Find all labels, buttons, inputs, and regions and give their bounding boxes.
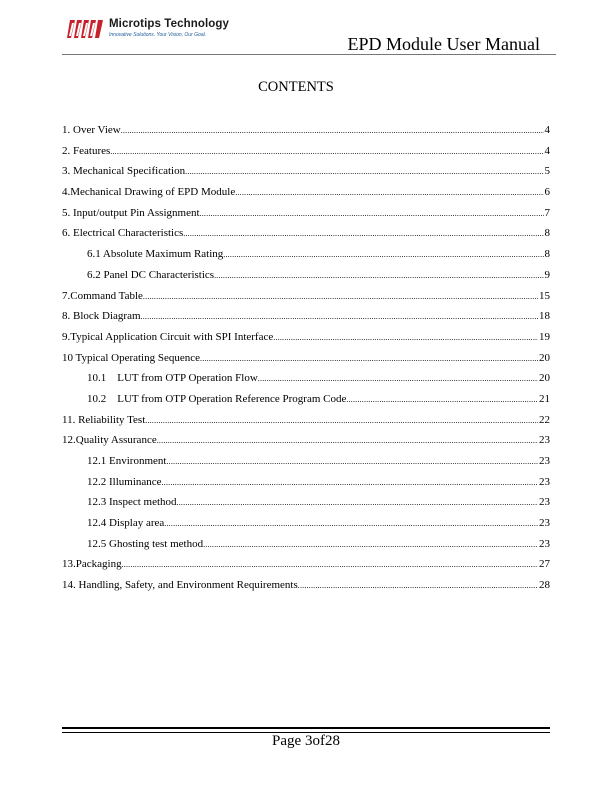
toc-leader-dots [162,473,538,494]
toc-entry-text: 12.2 Illuminance [87,475,162,488]
toc-leader-dots [157,431,538,452]
toc-subentry[interactable] [62,534,550,555]
toc-page-number: 4 [544,124,550,136]
toc-leader-dots [143,287,538,308]
toc-entry-text: 10.1 LUT from OTP Operation Flow [87,372,258,385]
toc-entry[interactable] [62,575,550,596]
toc-entry-text: 11. Reliability Test [62,413,146,426]
toc-entry-text: 12.5 Ghosting test method [87,537,204,550]
toc-page-number: 9 [544,268,550,281]
company-name: Microtips Technology [109,18,229,30]
toc-subentry[interactable] [62,472,550,493]
toc-page-number: 4 [544,144,550,157]
toc-leader-dots [200,204,544,225]
toc-entry-text: 12.Quality Assurance [62,434,157,447]
toc-leader-dots [273,328,538,349]
toc-page-number: 20 [539,351,550,364]
toc-page-number: 23 [539,517,550,530]
toc-entry-text: 14. Handling, Safety, and Environment Requirements [62,579,298,592]
toc-leader-dots [298,576,538,597]
toc-entry[interactable] [62,348,550,369]
toc-entry[interactable] [62,203,550,224]
toc-page-number: 6 [544,186,550,199]
toc-entry-text: 1. Over View [62,124,121,136]
toc-subentry[interactable] [62,492,550,513]
toc-entry-text: 9.Typical Application Circuit with SPI Interface [62,330,274,343]
toc-entry-text: 8. Block Diagram [62,310,141,323]
toc-page-number: 23 [539,434,550,447]
toc-page-number: 8 [544,227,550,240]
toc-entry[interactable] [62,120,550,141]
toc-leader-dots [214,266,543,287]
toc-leader-dots [121,121,544,142]
toc-page-number: 19 [539,330,550,343]
toc-leader-dots [223,245,543,266]
toc-leader-dots [346,390,538,411]
toc-leader-dots [183,224,543,245]
toc-leader-dots [203,535,538,556]
toc-entry[interactable] [62,182,550,203]
toc-entry-text: 10.2 LUT from OTP Operation Reference Program Code [87,392,347,405]
toc-subentry[interactable] [62,451,550,472]
toc-entry-text: 12.3 Inspect method [87,496,177,509]
table-of-contents [62,120,550,596]
toc-entry[interactable] [62,141,550,162]
toc-page-number: 28 [539,579,550,592]
toc-entry-text: 6. Electrical Characteristics [62,227,184,240]
toc-entry[interactable] [62,410,550,431]
toc-entry[interactable] [62,286,550,307]
document-title: EPD Module User Manual [347,34,540,54]
toc-page-number: 23 [539,475,550,488]
toc-subentry[interactable] [62,244,550,265]
toc-leader-dots [164,514,538,535]
toc-entry[interactable] [62,306,550,327]
toc-page-number: 23 [539,537,550,550]
microtips-logo-icon [67,19,107,39]
toc-entry[interactable] [62,223,550,244]
toc-page-number: 21 [539,392,550,405]
toc-page-number: 18 [539,310,550,323]
toc-leader-dots [258,369,538,390]
toc-entry[interactable] [62,430,550,451]
toc-page-number: 22 [539,413,550,426]
toc-entry[interactable] [62,327,550,348]
toc-page-number: 7 [544,206,550,219]
toc-page-number: 23 [539,455,550,467]
contents-heading: CONTENTS [258,79,334,95]
toc-entry-text: 5. Input/output Pin Assignment [62,206,200,219]
toc-page-number: 27 [539,558,550,571]
toc-leader-dots [110,142,543,163]
toc-leader-dots [145,411,538,432]
page-number-label: Page 3of28 [272,733,340,749]
toc-page-number: 23 [539,496,550,509]
toc-entry-text: 2. Features [62,144,111,157]
toc-entry-text: 4.Mechanical Drawing of EPD Module [62,186,236,199]
company-tagline: Innovative Solutions. Your Vision, Our Goal. [109,32,207,38]
toc-page-number: 5 [544,165,550,178]
toc-leader-dots [185,162,543,183]
toc-leader-dots [177,493,538,514]
toc-entry-text: 10 Typical Operating Sequence [62,351,201,364]
toc-leader-dots [141,307,538,328]
toc-entry-text: 6.1 Absolute Maximum Rating [87,248,224,261]
company-logo [67,19,237,41]
toc-entry-text: 13.Packaging [62,558,122,571]
header-divider [62,54,556,55]
toc-entry-text: 12.4 Display area [87,517,165,530]
toc-page-number: 15 [539,289,550,302]
toc-entry[interactable] [62,554,550,575]
toc-leader-dots [122,555,538,576]
toc-entry[interactable] [62,161,550,182]
toc-leader-dots [235,183,543,204]
toc-subentry[interactable] [62,265,550,286]
toc-leader-dots [166,452,538,473]
toc-entry-text: 3. Mechanical Specification [62,165,186,178]
toc-page-number: 8 [544,248,550,261]
toc-subentry[interactable] [62,368,550,389]
toc-page-number: 20 [539,372,550,385]
toc-subentry[interactable] [62,389,550,410]
footer-divider-thick [62,727,550,729]
toc-subentry[interactable] [62,513,550,534]
toc-leader-dots [200,349,538,370]
toc-entry-text: 7.Command Table [62,289,143,302]
toc-entry-text: 6.2 Panel DC Characteristics [87,268,215,281]
toc-entry-text: 12.1 Environment [87,455,167,467]
